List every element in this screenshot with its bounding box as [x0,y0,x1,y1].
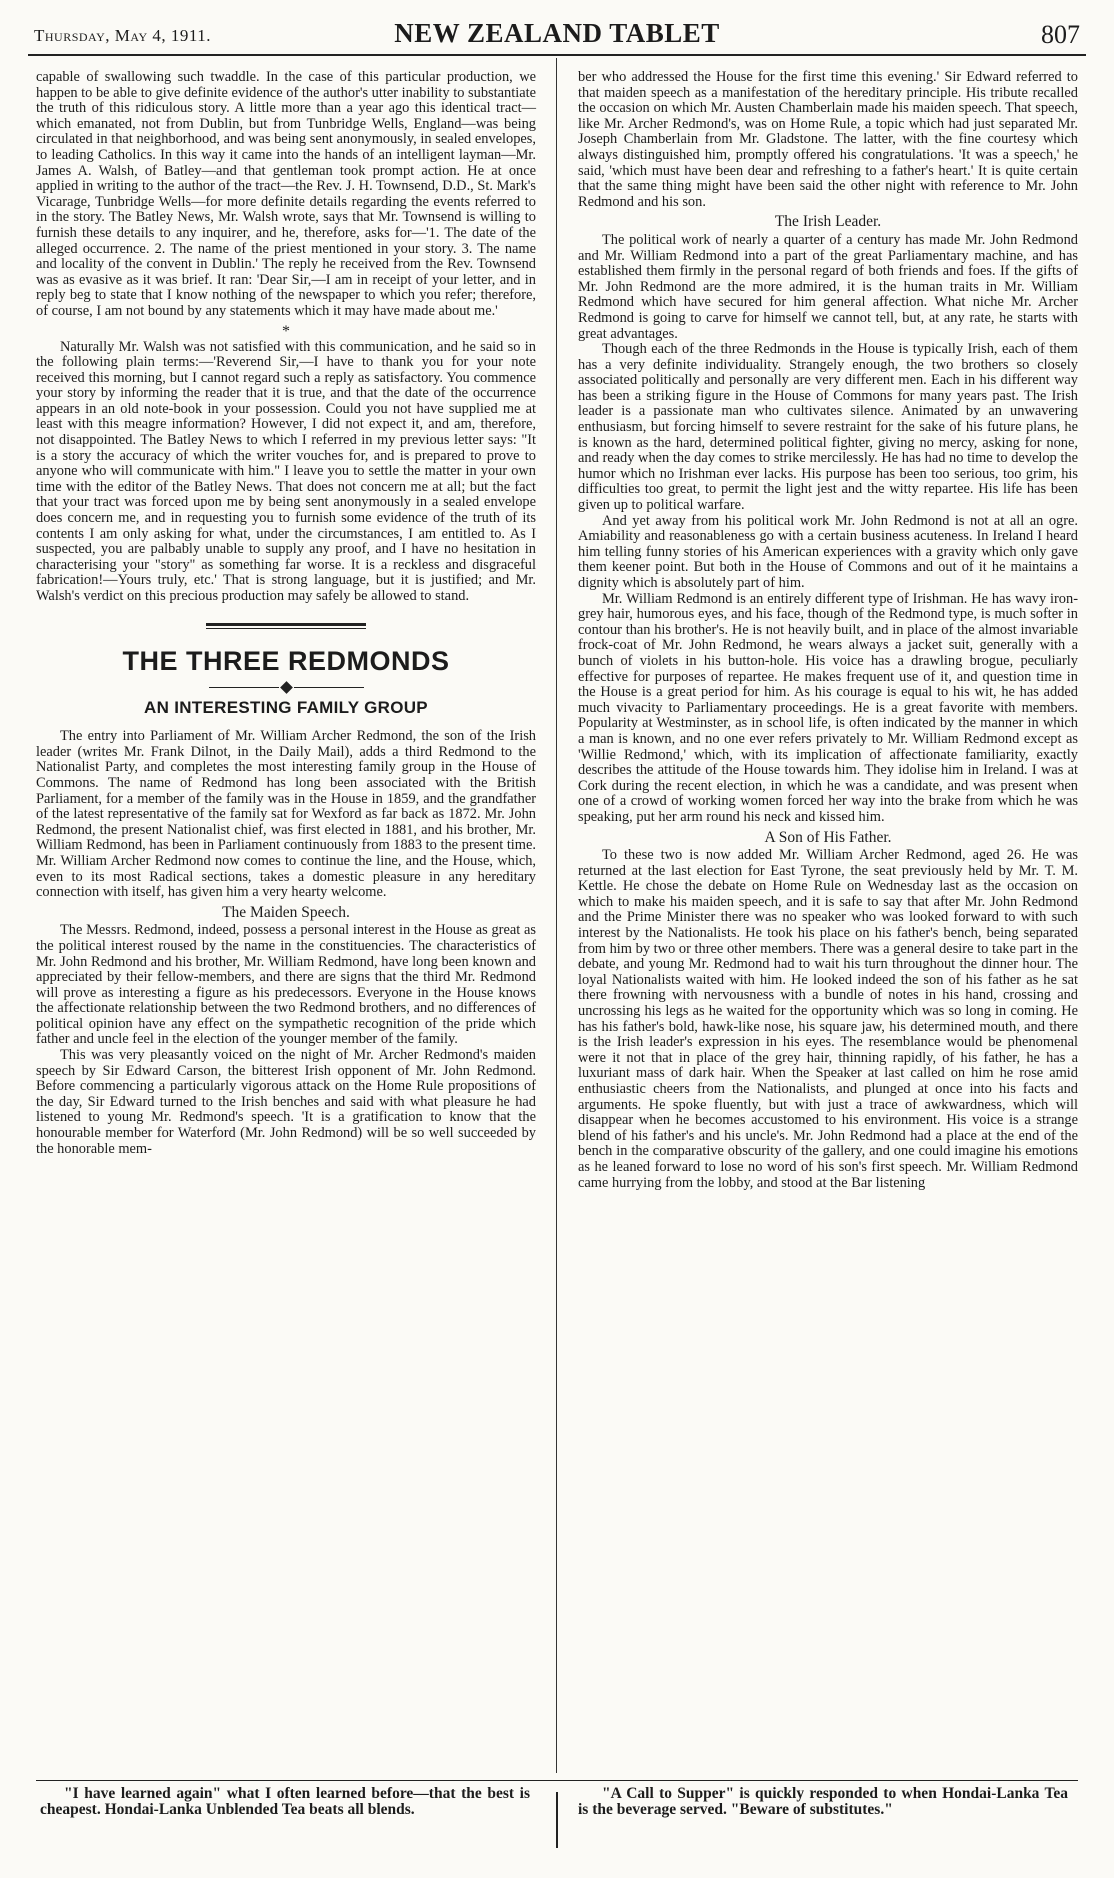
paragraph: To these two is now added Mr. William Archer Redmond, aged 26. He was returned at the last election for East Tyrone, the seat previously held by Mr. T. M. Kettle. He chose the debate on Home Rule on Wednesday last as the occasion on which to make his maiden speech, and it is safe to say that after Mr. John Redmond and the Prime Minister there was no speaker who was looked forward to with such interest by the Nationalists. He took his place on his father's bench, being separated from him by two or three other members. There was a general desire to take part in the debate, and young Mr. Redmond had to wait his turn throughout the dinner hour. The loyal Nationalists waited with him. He looked indeed the son of his father as he sat there frowning with nervousness with a bundle of notes in his hand, crossing and uncrossing his legs as he waited for the opportunity which was so long in coming. He has his father's bold, hawk-like nose, his square jaw, his determined mouth, and there is the Irish leader's expression in his eyes. The resemblance would be phenomenal were it not that in place of the grey hair, thinning rapidly, of his father, he has a luxuriant mass of dark hair. When the Speaker at last called on him he rose amid enthusiastic cheers from the Nationalists, and plunged at once into his facts and arguments. He spoke fluently, but with just a trace of awkwardness, which will disappear when he becomes accustomed to his environment. His voice is a strange blend of his father's and his uncle's. Mr. John Redmond had a place at the end of the bench in the comparative obscurity of the gallery, and one could imagine his emotions as he leaned forward to lose no word of his son's first speech. Mr. William Redmond came hurrying from the lobby, and stood at the Bar listening [578,847,1078,1191]
article-subtitle: AN INTERESTING FAMILY GROUP [144,697,428,717]
footer-divider [556,1792,558,1848]
paragraph-continuation: ber who addressed the House for the first time this evening.' Sir Edward referred to that maiden speech as a manifestation of the hereditary principle. His tribute recalled the occasion on which Mr. Austen Chamberlain made his maiden speech. That speech, like Mr. Archer Redmond's, was on Home Rule, a topic which had just separated Mr. Joseph Chamberlain from Mr. Gladstone. The latter, with the fine courtesy which always distinguished him, promptly offered his congratulations. 'It was a speech,' he said, 'which must have been dear and refreshing to a father's heart.' It is quite certain that the same thing might have been said the other night with reference to Mr. John Redmond and his son. [578,69,1078,210]
section-heading: A Son of His Father. [764,828,892,846]
paragraph: Though each of the three Redmonds in the House is typically Irish, each of them has a very definite individuality. Strangely enough, the two brothers so closely associated politically and personally are very different men. Each in his different way has been a striking figure in the House of Commons for many years past. The Irish leader is a passionate man who cultivates silence. Animated by an unwavering enthusiasm, but forcing himself to severe restraint for the sake of his future plans, he is known as the hard, determined political fighter, giving no mercy, asking for none, and ready when the day comes to strike mercilessly. He has had no time to develop the humor which no Irishman ever lacks. His purpose has been too serious, too grim, his difficulties too great, to permit the light jest and the witty repartee. His life has been given up to political warfare. [578,341,1078,514]
paragraph: This was very pleasantly voiced on the night of Mr. Archer Redmond's maiden speech by Sir Edward Carson, the bitterest Irish opponent of Mr. John Redmond. Before commencing a particularly vigorous attack on the Home Rule propositions of the day, Sir Edward turned to the Irish benches and said with what pleasure he had listened to young Mr. Redmond's speech. 'It is a gratification to know that the honourable member for Waterford (Mr. John Redmond) will be so well succeeded by the honorable mem- [36,1047,536,1157]
paragraph: The political work of nearly a quarter of a century has made Mr. John Redmond and Mr. William Redmond into a part of the great Parliamentary machine, and has established them firmly in the personal regard of both friends and foes. If the gifts of Mr. John Redmond are the more admired, it is the human traits in Mr. William Redmond which have secured for him general affection. What niche Mr. Archer Redmond is going to carve for himself we cannot tell, but, at any rate, he starts with great advantages. [578,231,1078,342]
page-number: 807 [1041,20,1080,49]
section-heading: The Irish Leader. [774,213,882,231]
right-column [578,70,1078,1191]
publication-title: NEW ZEALAND TABLET [394,18,720,48]
advertisement-left: "I have learned again" what I often learned before—that the best is cheapest. Hondai-Lanka Unblended Tea beats all blends. [40,1785,530,1818]
footer-rule [36,1780,1078,1781]
left-column [36,70,536,1157]
title-ornament [36,683,536,692]
advertisement-right: "A Call to Supper" is quickly responded to when Hondai-Lanka Tea is the beverage served. "Beware of substitutes." [578,1785,1068,1818]
article-separator-rule [206,623,366,629]
paragraph: And yet away from his political work Mr. John Redmond is not at all an ogre. Amiability and reasonableness go with a certain business acuteness. In Ireland I heard him telling funny stories of his American experiences with a gravity which only gave them keener point. But both in the House of Commons and out of it he maintains a dignity which is absolutely part of him. [578,512,1078,591]
page-header [28,14,1086,56]
paragraph-continuation: capable of swallowing such twaddle. In the case of this particular production, we happen to be able to give definite evidence of the author's utter inability to substantiate the truth of this ridiculous story. A little more than a year ago this identical tract—which emanated, not from Dublin, but from Tunbridge Wells, England—was being circulated in that neighborhood, and was being sent anonymously, in sealed envelopes, to leading Catholics. In this way it came into the hands of an intelligent layman—Mr. James A. Walsh, of Batley—and that gentleman took prompt action. He at once applied in writing to the author of the tract—the Rev. J. H. Townsend, D.D., St. Mark's Vicarage, Tunbridge Wells—for more definite details regarding the events referred to in the story. The Batley News, Mr. Walsh wrote, says that Mr. Townsend is willing to furnish these details to any inquirer, and he, therefore, asks for—'1. The date of the alleged occurrence. 2. The name of the priest mentioned in your story. 3. The name and locality of the convent in Dublin.' The reply he received from the Rev. Townsend was as evasive as it was brief. It ran: 'Dear Sir,—I am in receipt of your letter, and in reply beg to state that I know nothing of the newspaper to which you refer; therefore, of course, I am not bound by any statements which it may have made about me.' [36,69,536,319]
section-heading: The Maiden Speech. [222,903,350,921]
paragraph: The Messrs. Redmond, indeed, possess a personal interest in the House as great as the political interest roused by the name in the constituencies. The characteristics of Mr. John Redmond and his brother, Mr. William Redmond, have long been known and appreciated by their fellow-members, and there are signs that the third Mr. Redmond will prove as interesting a figure as his predecessors. Everyone in the House knows the affectionate relationship between the two Redmond brothers, and no differences of political opinion have any effect on the sympathetic recognition of the pride which father and uncle feel in the election of the younger member of the family. [36,922,536,1048]
paragraph: Mr. William Redmond is an entirely different type of Irishman. He has wavy iron-grey hair, humorous eyes, and his face, though of the Redmond type, is much softer in contour than his brother's. He is not heavily built, and in place of the almost invariable frock-coat of Mr. John Redmond, he wears always a jacket suit, generally with a bunch of violets in his button-hole. His voice has a drawling brogue, peculiarly effective for purposes of repartee. He makes frequent use of it, and question time in the House is a great period for him. As his courage is equal to his wit, he has added much vivacity to Parliamentary proceedings. He is a great favorite with members. Popularity at Westminster, as in school life, is often indicated by the manner in which a man is known, and no one ever refers privately to Mr. William Redmond except as 'Willie Redmond,' which, with its implication of affectionate familiarity, exactly describes the attitude of the House towards him. They idolise him in Ireland. I was at Cork during the recent election, in which he was a candidate, and was present when one of a crowd of working women forced her way into the brake from which he was speaking, put her arm round his neck and kissed him. [578,590,1078,825]
column-divider [556,58,557,1773]
paragraph: The entry into Parliament of Mr. William Archer Redmond, the son of the Irish leader (writes Mr. Frank Dilnot, in the Daily Mail), adds a third Redmond to the Nationalist Party, and completes the most interesting family group in the House of Commons. The name of Redmond has long been associated with the British Parliament, for a member of the family was in the House in 1859, and the grandfather of the latest representative of the family sat for Wexford as far back as 1872. Mr. John Redmond, the present Nationalist chief, was first elected in 1881, and his brother, Mr. William Redmond, has been in Parliament continuously from 1883 to the present time. Mr. William Archer Redmond now comes to continue the line, and the House, which, even to its most Radical sections, takes a domestic pleasure in any hereditary connection with itself, has given him a very hearty welcome. [36,728,536,901]
issue-date: Thursday, May 4, 1911. [34,26,212,45]
article-title: THE THREE REDMONDS [122,645,450,676]
paragraph: Naturally Mr. Walsh was not satisfied with this communication, and he said so in the following plain terms:—'Reverend Sir,—I have to thank you for your note received this morning, but I cannot regard such a reply as satisfactory. You commence your story by informing the reader that it is true, and that the date of the occurrence appears in an old note-book in your possession. Could you not have supplied me at least with this meagre information? However, I did not expect it, and am, therefore, not disappointed. The Batley News to which I referred in my previous letter says: "It is a story the accuracy of which the writer vouches for, and is prepared to prove to anyone who will communicate with him." I leave you to settle the matter in your own time with the editor of the Batley News. That does not concern me at all; but the fact that your tract was forced upon me by being sent anonymously in a sealed envelope does concern me, and in requesting you to furnish some evidence of the truth of its contents I am only asking for what, under the circumstances, I am entitled to. As I suspected, you are palbably unable to supply any proof, and I have no hesitation in characterising your "story" as something far worse. It is a reckless and disgraceful fabrication!—Yours truly, etc.' That is strong language, but it is justified; and Mr. Walsh's verdict on this precious production may safely be allowed to stand. [36,338,536,604]
section-asterisk: * [282,322,290,340]
